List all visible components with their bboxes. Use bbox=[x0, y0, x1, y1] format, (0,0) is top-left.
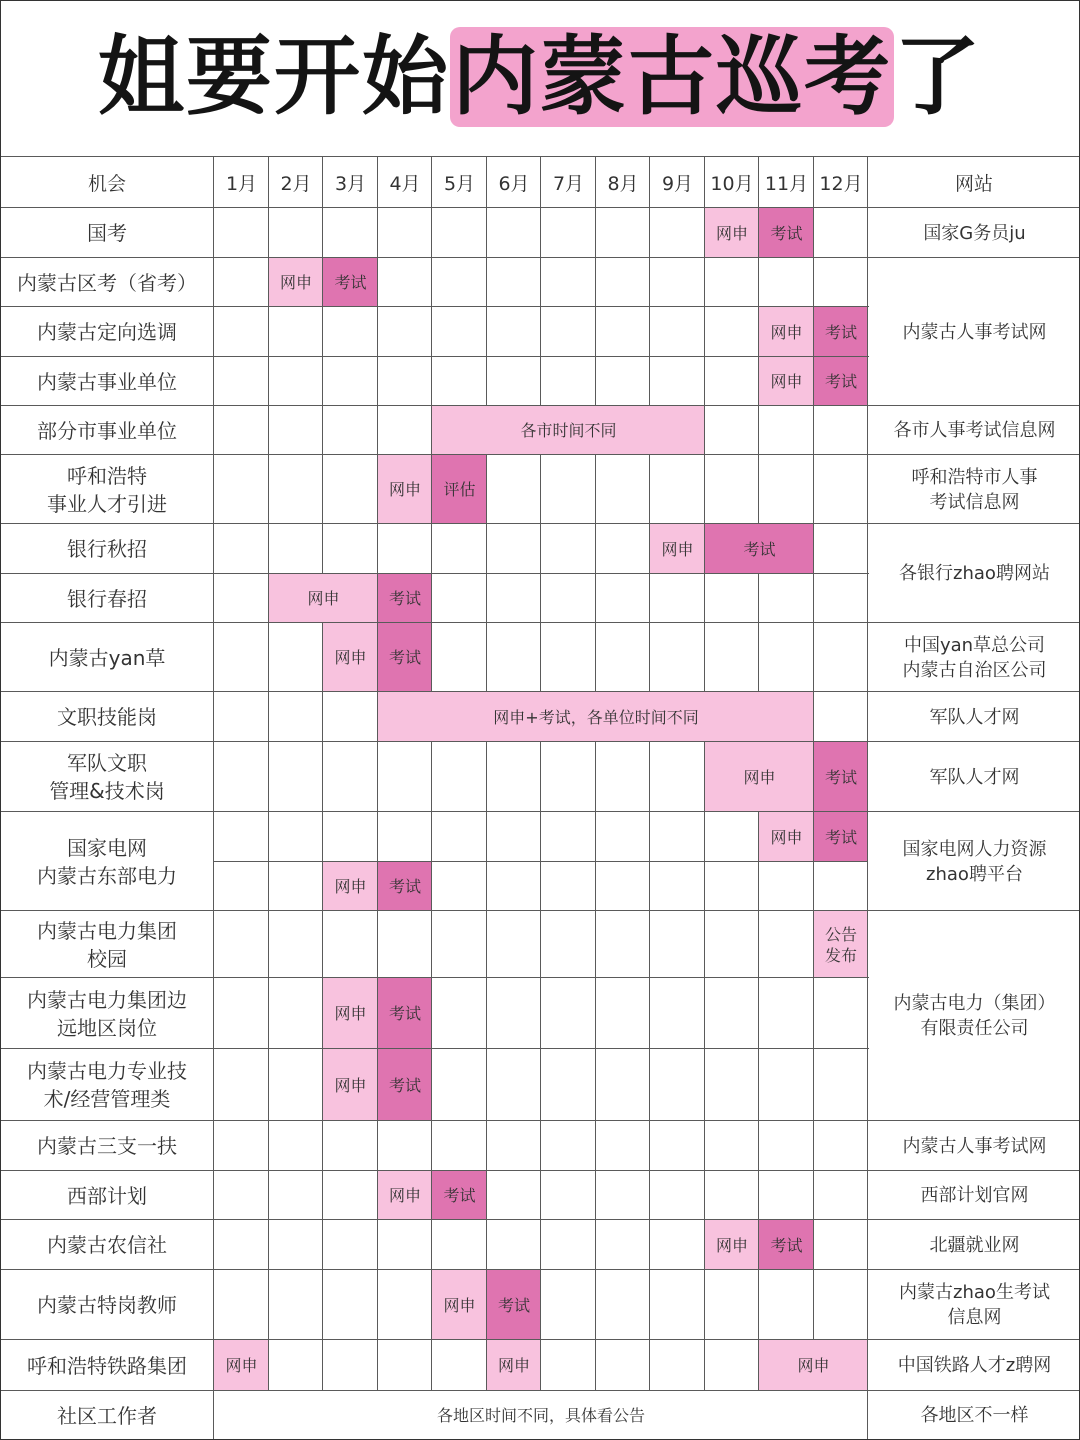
schedule-bar: 网申 bbox=[432, 1270, 487, 1340]
schedule-bar: 网申+考试，各单位时间不同 bbox=[378, 692, 814, 742]
schedule-bar: 考试 bbox=[487, 1270, 541, 1340]
schedule-bar: 各市时间不同 bbox=[432, 406, 705, 455]
opportunity-name: 国考 bbox=[87, 221, 127, 245]
schedule-bar: 考试 bbox=[814, 357, 868, 406]
opportunity-name: 内蒙古电力集团 校园 bbox=[37, 918, 177, 971]
schedule-bar: 考试 bbox=[759, 208, 814, 258]
schedule-bar: 考试 bbox=[378, 574, 432, 623]
schedule-bar: 考试 bbox=[759, 1220, 814, 1270]
schedule-bar: 考试 bbox=[378, 862, 432, 911]
opportunity-name: 内蒙古yan草 bbox=[48, 645, 166, 670]
schedule-bar: 考试 bbox=[378, 623, 432, 692]
schedule-bar: 网申 bbox=[759, 307, 814, 357]
schedule-bar: 考试 bbox=[378, 978, 432, 1049]
schedule-bar: 网申 bbox=[323, 978, 378, 1049]
opportunity-name: 西部计划 bbox=[67, 1183, 147, 1208]
header-month: 2月 bbox=[280, 173, 312, 195]
header-month: 3月 bbox=[334, 173, 367, 195]
schedule-bar: 评估 bbox=[432, 455, 487, 524]
schedule-bar: 网申 bbox=[323, 1049, 378, 1121]
schedule-bar: 考试 bbox=[378, 1049, 432, 1121]
website-cell: 各市人事考试信息网 bbox=[869, 407, 1080, 454]
schedule-bar: 网申 bbox=[323, 862, 378, 911]
website-cell: 呼和浩特市人事 考试信息网 bbox=[869, 456, 1080, 523]
schedule-bar: 考试 bbox=[814, 812, 868, 862]
schedule-bar: 考试 bbox=[323, 258, 378, 307]
schedule-bar: 网申 bbox=[759, 357, 814, 406]
opportunity-name: 内蒙古区考（省考） bbox=[17, 270, 197, 295]
website-cell: 内蒙古人事考试网 bbox=[869, 1122, 1080, 1170]
opportunity-name: 国家电网 内蒙古东部电力 bbox=[37, 835, 177, 888]
opportunity-name: 呼和浩特 事业人才引进 bbox=[47, 463, 167, 516]
schedule-bar: 考试 bbox=[814, 742, 868, 812]
header-month: 11月 bbox=[764, 173, 809, 195]
opportunity-name: 军队文职 管理&技术岗 bbox=[49, 751, 165, 803]
schedule-bar: 考试 bbox=[432, 1171, 487, 1220]
opportunity-name: 内蒙古电力专业技 术/经营管理类 bbox=[27, 1059, 187, 1111]
opportunity-name: 银行秋招 bbox=[67, 537, 147, 561]
opportunity-name: 内蒙古电力集团边 远地区岗位 bbox=[27, 987, 187, 1040]
opportunity-name: 内蒙古农信社 bbox=[47, 1233, 167, 1257]
website-cell: 内蒙古人事考试网 bbox=[869, 259, 1080, 405]
opportunity-name: 内蒙古事业单位 bbox=[37, 369, 177, 394]
schedule-bar: 网申 bbox=[487, 1340, 541, 1391]
header-month: 9月 bbox=[661, 173, 694, 195]
opportunity-name: 内蒙古特岗教师 bbox=[37, 1293, 177, 1317]
schedule-bar: 网申 bbox=[705, 208, 759, 258]
opportunity-name: 文职技能岗 bbox=[57, 705, 157, 729]
website-cell: 军队人才网 bbox=[869, 743, 1080, 811]
header-opportunity: 机会 bbox=[87, 173, 126, 195]
schedule-bar: 网申 bbox=[705, 742, 814, 812]
schedule-bar: 各地区时间不同，具体看公告 bbox=[436, 1406, 645, 1425]
header-month: 7月 bbox=[552, 173, 585, 195]
header-month: 8月 bbox=[607, 173, 639, 195]
header-website: 网站 bbox=[954, 173, 993, 195]
title-suffix: 了 bbox=[894, 27, 982, 127]
website-cell: 国家G务员ju bbox=[869, 209, 1080, 257]
website-cell: 中国yan草总公司 内蒙古自治区公司 bbox=[869, 624, 1080, 691]
schedule-bar: 考试 bbox=[814, 307, 868, 357]
opportunity-name: 部分市事业单位 bbox=[37, 418, 177, 443]
header-month: 6月 bbox=[498, 173, 530, 195]
opportunity-name: 内蒙古定向选调 bbox=[37, 320, 177, 344]
header-month: 4月 bbox=[389, 173, 421, 195]
schedule-bar: 网申 bbox=[214, 1340, 269, 1391]
website-cell: 各银行zhao聘网站 bbox=[869, 525, 1080, 622]
schedule-bar: 网申 bbox=[705, 1220, 759, 1270]
title-prefix: 姐要开始 bbox=[98, 27, 450, 127]
opportunity-name: 呼和浩特铁路集团 bbox=[27, 1353, 187, 1378]
website-cell: 国家电网人力资源 zhao聘平台 bbox=[869, 813, 1080, 910]
opportunity-name: 银行春招 bbox=[67, 586, 147, 611]
schedule-bar: 公告 发布 bbox=[814, 911, 868, 978]
website-cell: 内蒙古zhao生考试 信息网 bbox=[869, 1271, 1080, 1339]
opportunity-name: 社区工作者 bbox=[57, 1403, 157, 1428]
schedule-bar: 网申 bbox=[759, 1340, 868, 1391]
schedule-bar: 网申 bbox=[759, 812, 814, 862]
schedule-bar: 考试 bbox=[705, 524, 814, 574]
header-month: 1月 bbox=[225, 173, 258, 195]
schedule-bar: 网申 bbox=[269, 258, 323, 307]
schedule-bar: 网申 bbox=[378, 455, 432, 524]
title-highlight: 内蒙古巡考 bbox=[452, 27, 892, 127]
schedule-bar: 网申 bbox=[269, 574, 378, 623]
website-cell: 中国铁路人才z聘网 bbox=[869, 1341, 1080, 1390]
schedule-bar: 网申 bbox=[378, 1171, 432, 1220]
schedule-bar: 网申 bbox=[323, 623, 378, 692]
website-cell: 北疆就业网 bbox=[869, 1221, 1080, 1269]
schedule-bar: 网申 bbox=[650, 524, 705, 574]
website-cell: 西部计划官网 bbox=[869, 1172, 1080, 1219]
header-month: 10月 bbox=[710, 173, 754, 195]
website-cell: 各地区不一样 bbox=[869, 1392, 1080, 1439]
header-month: 5月 bbox=[443, 173, 476, 195]
website-cell: 内蒙古电力（集团） 有限责任公司 bbox=[869, 912, 1080, 1120]
header-month: 12月 bbox=[819, 173, 863, 195]
website-cell: 军队人才网 bbox=[869, 693, 1080, 741]
opportunity-name: 内蒙古三支一扶 bbox=[37, 1134, 177, 1158]
